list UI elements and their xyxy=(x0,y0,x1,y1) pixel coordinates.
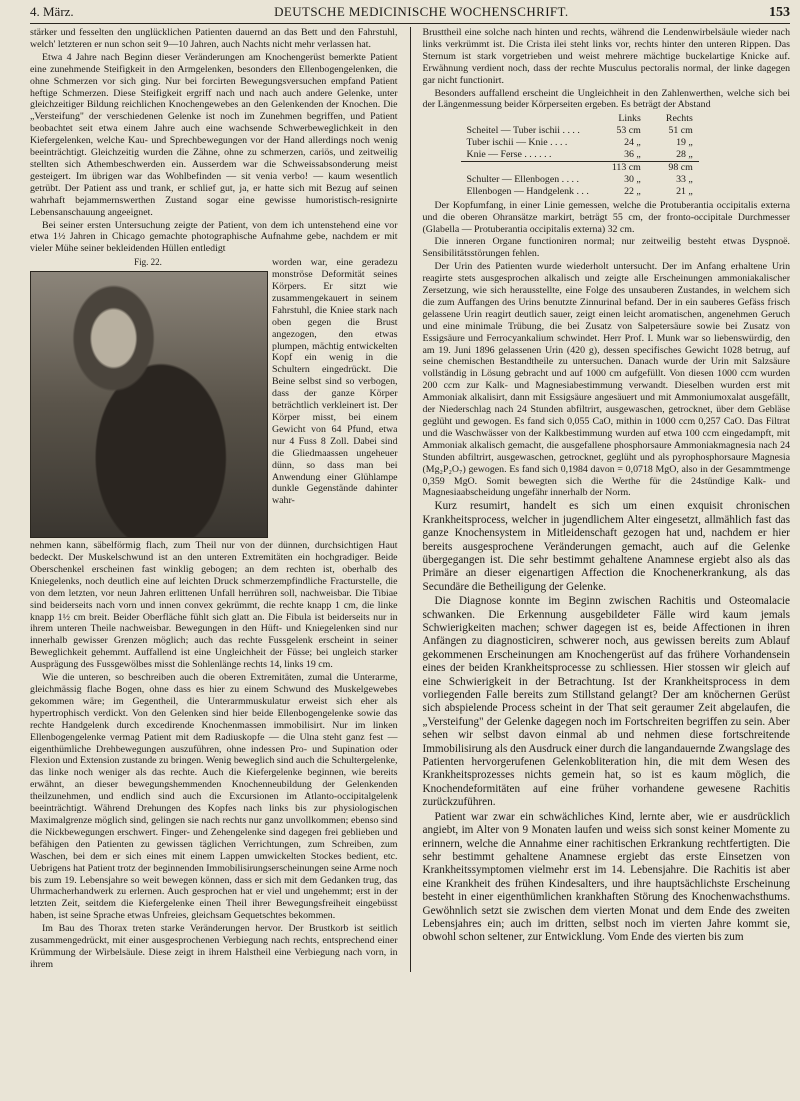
figure xyxy=(30,257,266,538)
paragraph: Der Kopfumfang, in einer Linie gemessen, welche die Protuberantia occipitalis externa und die oberen Ohransätze markirt, beträgt 55 cm, der fronto-occipitale Durchmesser (Glabella — Protuberantia occipitalis externa) 32 cm. xyxy=(422,199,791,235)
table-cell: 24 „ xyxy=(624,137,641,149)
table-cell: 28 „ xyxy=(676,149,693,161)
table-cell: 30 „ xyxy=(624,173,641,185)
column-divider xyxy=(410,27,411,972)
text-columns xyxy=(30,27,790,972)
table-cell: 51 cm xyxy=(668,125,693,137)
table-cell: Links xyxy=(618,113,641,125)
table-cell xyxy=(461,113,595,125)
table-cell: 113 cm xyxy=(595,161,647,173)
table-cell: 19 „ xyxy=(676,137,693,149)
table-cell: Schulter — Ellenbogen . . . . xyxy=(466,173,579,185)
table-row xyxy=(461,125,699,137)
journal-title: DEUTSCHE MEDICINISCHE WOCHENSCHRIFT. xyxy=(274,4,569,19)
table-cell: 36 „ xyxy=(624,149,641,161)
table-cell: Scheitel — Tuber ischii . . . . xyxy=(466,125,580,137)
paragraph: Kurz resumirt, handelt es sich um einen exquisit chronischen Krankheitsprocess, welcher in jugendlichem Alter eingesetzt, allmählich fast das ganze Knochensystem in Mitleidenschaft gezogen hat und, nachdem er hier bereits ausgesprochene Veränderungen gemacht, auch auf die Gelenke übergegangen ist. Die sehr bestimmt gehaltene Anamnese ergiebt also als das Primäre an dieser eigenartigen Affection die Knochenerkrankung, als das Secundäre die Betheiligung der Gelenke. xyxy=(422,500,791,593)
paragraph: Die inneren Organe functioniren normal; nur zeitweilig besteht etwas Dyspnoë. Sensibilitätsstörungen fehlen. xyxy=(422,236,791,260)
figure-block xyxy=(30,257,398,538)
table-cell: 33 „ xyxy=(676,173,693,185)
header-date: 4. März. xyxy=(30,4,74,19)
table-cell: Ellenbogen — Handgelenk . . . xyxy=(466,185,589,197)
table-row xyxy=(461,174,699,186)
paragraph: Der Urin des Patienten wurde wiederholt untersucht. Der im Anfang erhaltene Urin reagirte stets ausgesprochen alkalisch und zeigte alle Erscheinungen ammoniakalischer Zersetzung, wie sich herausstellte, eine Folge des unsauberen Zustandes, in welchem sich die zum Auffangen des Urins benutzte Zinnurinal befand. Der in ein sauberes Gefäss frisch gelassene Urin reagirt deutlich sauer, zeigt einen leicht aromatischen, angenehmen Geruch und eine minimale Trübung, die bei Zusatz von Salpetersäure sowie bei Zusatz von Essigsäure und Ferrocyankalium schwindet. Herr Prof. I. Munk war so liebenswürdig, den am 19. Juni 1896 gelassenen Urin (420 g), dessen specifisches Gewicht 1028 betrug, auf seine chemischen Bestandtheile zu untersuchen. Danach wurde der Urin mit Salzsäure vollständig in Lösung gebracht und auf 1000 cm aufgefüllt. Von diesen 1000 ccm wurden 200 ccm zur Kalk- und Magnesiabestimmung verwandt. Dieselben wurden erst mit Ammoniak alkalisirt, dann mit Essigsäure angesäuert und mit Ammoniumoxalat ausgefällt, der Niederschlag nach 24 Stunden abfiltrirt, ausgewaschen, getrocknet, über dem Gebläse geglüht und gewogen. Es fand sich 0,055 CaO, mithin in 1000 ccm 0,257 CaO. Das Filtrat und die Waschwässer von der Kalkbestimmung wurden auf etwa 100 ccm eingedampft, mit Ammoniak alkalisch gemacht, die ausgefallene phosphorsaure Ammoniakmagnesia nach 24 Stunden abfiltrirt, ausgewaschen, getrocknet, geglüht und als pyrophosphorsaure Magnesia (Mg₂P₂O₇) gewogen. Es fand sich 0,1984 davon = 0,0718 MgO, also in der Gesammtmenge 0,359 MgO. Somit bewegten sich die Werthe für die 24stündige Kalk- und Magnesiaabscheidung ungefähr innerhalb der Norm. xyxy=(422,261,791,499)
paragraph: Im Bau des Thorax treten starke Veränderungen hervor. Der Brustkorb ist seitlich zusammengedrückt, mit einer ausgesprochenen Verbiegung nach rechts, entsprechend einer Krümmung der Wirbelsäule. Diese zeigt in ihrem Halstheil eine Verbiegung nach vorn, in ihrem xyxy=(30,923,398,970)
paragraph: Die Diagnose konnte im Beginn zwischen Rachitis und Osteomalacie schwanken. Die Erkennung ausgebildeter Fälle wird kaum jemals Schwierigkeiten machen; schwer dagegen ist es, beide Affectionen in ihren Anfängen zu diagnosticiren, schwerer noch, aus gewissen bereits zum Ablauf gekommenen Erscheinungen am Knochengerüst auf das frühere Vorhandensein eines der beiden Krankheitsprocesse zu schliessen. Hier stossen wir gleich auf eine Schwierigkeit in der Betrachtung. Ist der Krankheitsprocess in dem vorliegenden Falle bereits zum Stillstand gelangt? Der am knöchernen Gerüst sich abspielende Process scheint in der That seit geraumer Zeit abgelaufen, die „Versteifung" der Gelenke dagegen noch im Fortschreiten begriffen zu sein. Aber sehen wir selbst davon einmal ab und nehmen diese fortschreitende Immobilisirung als den Ausdruck einer durch die langandauernde Zwangslage des Patienten hervorgerufenen Gelenkobliteration hin, die mit dem Wesen des Krankheitsprozesses nichts gemein hat, so ist es kaum möglich, die Knochendeformitäten auf eine früher vorhandene gewesene Rachitis zurückzuführen. xyxy=(422,595,791,809)
paragraph: stärker und fesselten den unglücklichen Patienten dauernd an das Bett und den Fahrstuhl, welch' letzteren er nun schon seit 9—10 Jahren, auch Nachts nicht mehr verlassen hat. xyxy=(30,27,398,50)
table-cell: 53 cm xyxy=(616,125,641,137)
table-header-row xyxy=(461,113,699,125)
patient-photograph xyxy=(30,271,268,538)
table-cell xyxy=(461,161,595,173)
left-column xyxy=(30,27,398,972)
table-cell: Rechts xyxy=(665,113,693,125)
page-number: 153 xyxy=(768,5,790,20)
paragraph: Bei seiner ersten Untersuchung zeigte der Patient, von dem ich untenstehend eine vor etwa 1½ Jahren in Chicago gemachte photographische Aufnahme gebe, nachdem er mit vieler Mühe seiner bekleidenden Hüllen entledigt xyxy=(30,219,398,255)
table-cell: Tuber ischii — Knie . . . . xyxy=(466,137,568,149)
table-row xyxy=(461,149,699,161)
paragraph: Besonders auffallend erscheint die Ungleichheit in den Zahlenwerthen, welche sich bei der Längenmessung beider Körperseiten ergeben. Es beträgt der Abstand xyxy=(422,87,791,111)
paragraph: nehmen kann, säbelförmig flach, zum Theil nur von der dünnen, durchsichtigen Haut bedeckt. Der Muskelschwund ist an den unteren Extremitäten ein hochgradiger. Beide Oberschenkel erscheinen fast winklig gebogen; an dem rechten ist, oberhalb des Kniegelenks, noch deutlich eine auf leichten Druck schmerzempfindliche Fracturstelle, die von dem letzten, vor neun Jahren erlittenen Unfall herrühren soll, nachweisbar. Die Tibiae sind beiderseits nach vorn und innen convex gekrümmt, die rechte knapp 1 cm, die linke knapp 1½ cm breit. Beider Oberfläche fühlt sich glatt an. Die Fibula ist beiderseits nur in ihrem unteren Theile nachweisbar. Bewegungen in den Hüft- und Kniegelenken sind nur innerhalb gewisser Grenzen möglich; auch das rechte Fussgelenk erscheint in seiner Beweglichkeit gehemmt. Auffallend ist eine Ungleichheit der Füsse; bei ungleich starker Ausprägung des Fussgewölbes misst die Sohlenlänge rechts 14, links 19 cm. xyxy=(30,540,398,671)
table-sum-row xyxy=(461,161,699,173)
figure-side-text: worden war, eine geradezu monströse Deformität seines Körpers. Er sitzt wie zusammengekauert in seinem Fahrstuhl, die Kniee stark nach oben gegen die Brust angezogen, den etwas plumpen, mächtig entwickelten Kopf ein wenig in die Schultern eingedrückt. Die Beine selbst sind so verbogen, dass der ganze Körper beträchtlich verkleinert ist. Der Körper misst, bei einem Gewicht von 64 Pfund, etwa nur 4 Fuss 8 Zoll. Dabei sind die Gliedmaassen ungeheuer dünn, so dass man bei Anwendung einer Glühlampe dunkle Gegenstände dahinter wahr- xyxy=(272,257,398,507)
paragraph: Brusttheil eine solche nach hinten und rechts, während die Lendenwirbelsäule wieder nach links verkrümmt ist. Die Crista ilei steht links vor, rechts hinter den unteren Rippen. Das Sternum ist stark vorgetrieben und weist mehrere mächtige buckelartige Knicke auf. Erwähnung verdient noch, dass der rechte Musculus pectoralis normal, der linke dagegen gar nicht functionirt. xyxy=(422,27,791,86)
paragraph: Wie die unteren, so beschreiben auch die oberen Extremitäten, zumal die Unterarme, gleichmässig flache Bogen, ohne dass es hier zu einem Schwund des Muskelgewebes gekommen wäre; im Gegentheil, die Unterarmmuskulatur erweist sich eher als hypertrophisch verdickt. Von den Gelenken sind hier beide Ellenbogengelenke sowie das rechte Handgelenk durch excedirende Knochenmassen immobilisirt. Nur im linken Ellenbogengelenke vermag Patient mit dem Radiuskopfe — die Ulna steht ganz fest — eigenthümliche Drehbewegungen auszuführen, ohne indessen Pro- und Supination oder Flexion und Extension zustande zu bringen. Wenig beweglich sind auch die Schultergelenke, das linke noch weniger als das rechte. Auch die Kiefergelenke beginnen, wie bereits erwähnt, an dieser bewegungshemmenden Knochenneubildung der Gelenkenden theilzunehmen, und endlich sind auch die Excursionen im Atlanto-occipitalgelenk beeinträchtigt. Während Drehungen des Kopfes nach links bis zur physiologischen Maximalgrenze möglich sind, gelingen sie nach rechts nur ganz unvollkommen; ebenso sind die Nickbewegungen erschwert. Finger- und Zehengelenke sind dagegen frei geblieben und befähigen den Patienten zu gewissen täglichen Verrichtungen, zum Schreiben, zum Waschen, bei dem er sich eines mit einem Lappen umwickelten Stockes bedient, etc. Uebrigens hat Patient trotz der beginnenden Immobilisirungserscheinungen seine Arme noch bis zum 19. Lebensjahre so weit bewegen können, dass er sich mit dem Gedanken trug, das Uhrmacherhandwerk zu erlernen. Auch gesprochen hat er viel und ungehemmt; erst in der letzten Zeit, seitdem die Kiefergelenke einen Theil ihrer Bewegungsfreiheit eingebüsst haben, ist seine Sprache etwas Unfreies, gleichsam Gequetschtes bekommen. xyxy=(30,672,398,922)
table-cell: 98 cm xyxy=(647,161,699,173)
figure-label: Fig. 22. xyxy=(134,257,162,268)
paragraph: Patient war zwar ein schwächliches Kind, lernte aber, wie er ausdrücklich angiebt, im Alter von 9 Monaten laufen und weiss sich sonst keiner Momente zu erinnern, welche die Annahme einer rachitischen Erkrankung rechtfertigten. Die sehr bestimmt gehaltene Anamnese ergiebt das erste Einsetzen von Krankheitssymptomen vielmehr erst im 14. Lebensjahre. Die Rachitis ist aber eine Krankheit des frühen Kindesalters, und ihre hauptsächlichste Erscheinung besteht in einer eigenthümlichen krankhaften Störung des Knochenwachsthums. Gewöhnlich setzt sie zwischen dem vierten Monat und dem Ende des zweiten Lebensjahres ein; auch im dritten, selbst noch im vierten Jahre kommt sie, obwohl schon seltener, zur Entwicklung. Vom Ende des vierten bis zum xyxy=(422,810,791,944)
right-column xyxy=(423,27,791,972)
paragraph: Etwa 4 Jahre nach Beginn dieser Veränderungen am Knochengerüst bemerkte Patient eine zunehmende Steifigkeit in den Armgelenken, besonders den Ellenbogengelenken, die ohne Schmerzen vor sich ging. Nur bei forcirten Bewegungsversuchen empfand Patient heftige Schmerzen. Diese Steifigkeit ergriff nach und nach auch andere Gelenke, unter gleichzeitiger Bildung reichlichen Knochengewebes an den Gelenkenden der Knochen. Die „Versteifung" der verschiedenen Gelenke ist noch im Zunehmen begriffen, und Patient beobachtet seit etwa einem Jahre auch eine wachsende Schwerbeweglichkeit in den Kiefergelenken, welche Kau- und Sprechbewegungen vor der Hand allerdings noch wenig beeinträchtigt. Gleichzeitig wurden die Zähne, ohne zu schmerzen, cariös, und zeitweilig stellten sich Athembeschwerden ein. Ausserdem war die Schweissabsonderung meist gesteigert. Im übrigen war das Wohlbefinden — sit venia verbo! — kaum wesentlich getrübt. Der Patient ass und trank, er schlief gut, ja, er hatte sich mit Bezug auf seinen wahrhaft bejammernswerthen Zustand sogar eine gewisse humoristisch-resignirte Lebensanschauung angeeignet. xyxy=(30,51,398,218)
table-row xyxy=(461,186,699,198)
running-header xyxy=(30,4,790,24)
measurement-table xyxy=(461,113,699,197)
table-row xyxy=(461,137,699,149)
table-cell: 22 „ xyxy=(624,185,641,197)
table-cell: Knie — Ferse . . . . . . xyxy=(466,149,552,161)
table-cell: 21 „ xyxy=(676,185,693,197)
